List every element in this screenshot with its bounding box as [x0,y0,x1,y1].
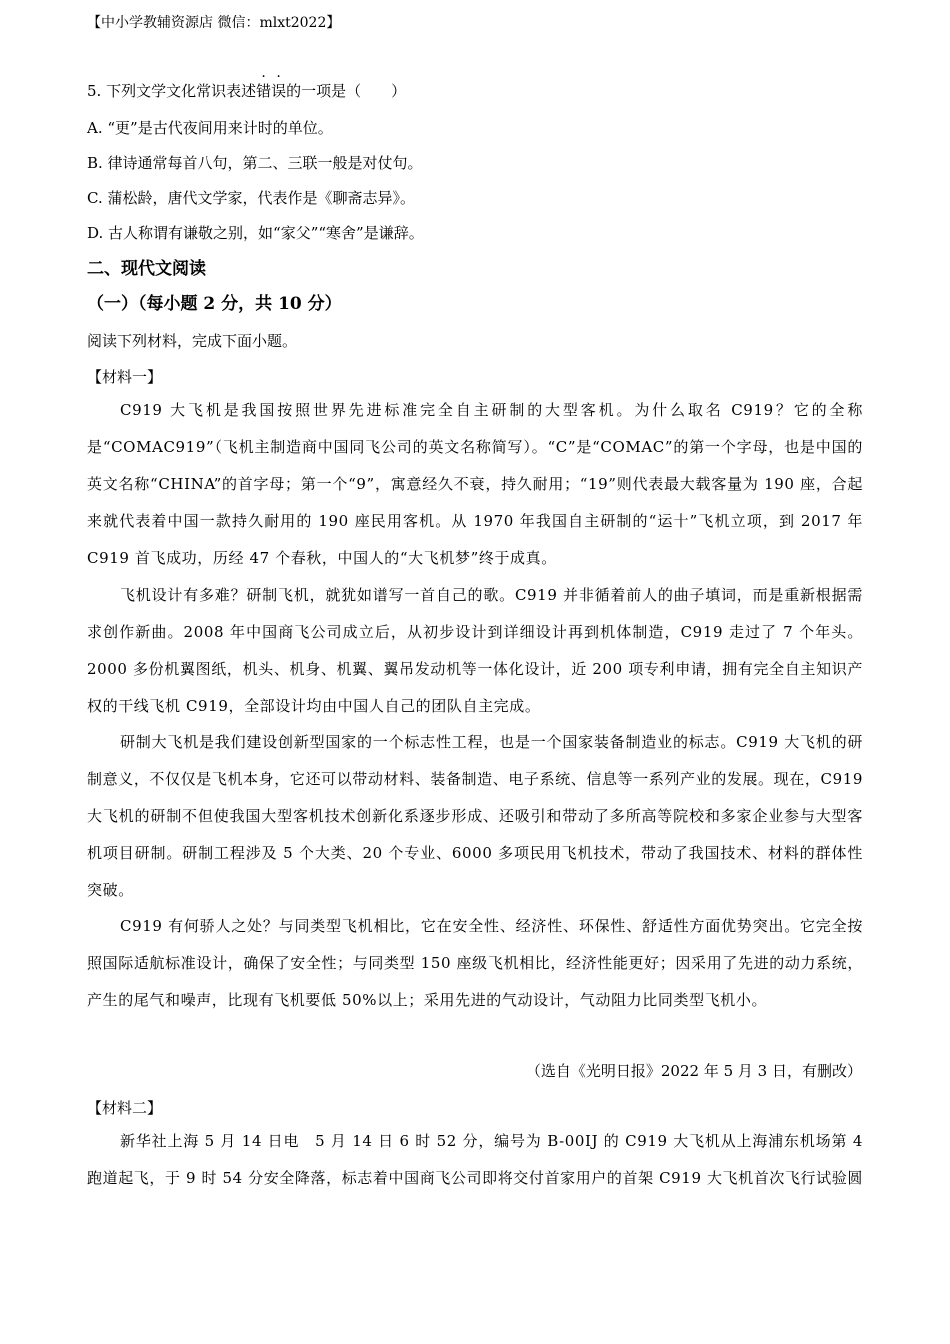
material-1-paragraph: 研制大飞机是我们建设创新型国家的一个标志性工程，也是一个国家装备制造业的标志。C919 大飞机的研制意义，不仅仅是飞机本身，它还可以带动材料、装备制造、电子系统、信息等一系列产业的发展。现在，C919 大飞机的研制不但使我国大型客机技术创新化系逐步形成、还吸引和带动了多所高等院校和多家企业参与大型客机项目研制。研制工程涉及 5 个大类、20 个专业、6000 多项民用飞机技术，带动了我国技术、材料的群体性突破。 [87,733,863,899]
emphasis-char-1: 错 [256,82,272,100]
option-c: C. 蒲松龄，唐代文学家，代表作是《聊斋志异》。 [87,189,415,207]
material-2-label: 【材料二】 [87,1099,163,1117]
option-d: D. 古人称谓有谦敬之别，如“家父”“寒舍”是谦辞。 [87,224,424,242]
page-header-watermark: 【中小学教辅资源店 微信：mlxt2022】 [87,15,341,31]
question-5-stem-before: 5. 下列文学文化常识表述 [87,82,257,100]
section-title: 二、现代文阅读 [87,259,206,279]
material-1-paragraph: C919 有何骄人之处？与同类型飞机相比，它在安全性、经济性、环保性、舒适性方面优势突出。它完全按照国际适航标准设计，确保了安全性；与同类型 150 座级飞机相比，经济性能更好；因采用了先进的动力系统，产生的尾气和噪声，比现有飞机要低 50%以上；采用先进的气动设计，气动阻力比同类型飞机小。 [87,917,863,1009]
question-5-stem-after: 的一项是（ ） [286,82,407,100]
material-2-paragraph: 新华社上海 5 月 14 日电 5 月 14 日 6 时 52 分，编号为 B-00IJ 的 C919 大飞机从上海浦东机场第 4 跑道起飞，于 9 时 54 分安全降落，标志着中国商飞公司即将交付首家用户的首架 C919 大飞机首次飞行试验圆 [87,1132,863,1187]
emphasis-char-2: 误 [271,82,287,100]
question-5-stem [87,80,406,102]
option-b: B. 律诗通常每首八句，第二、三联一般是对仗句。 [87,154,423,172]
material-1-paragraph: 飞机设计有多难？研制飞机，就犹如谱写一首自己的歌。C919 并非循着前人的曲子填词，而是重新根据需求创作新曲。2008 年中国商飞公司成立后，从初步设计到详细设计再到机体制造，C919 走过了 7 个年头。2000 多份机翼图纸，机头、机身、机翼、翼吊发动机等一体化设计，近 200 项专利申请，拥有完全自主知识产权的干线飞机 C919，全部设计均由中国人自己的团队自主完成。 [87,586,863,715]
material-1-paragraph: C919 大飞机是我国按照世界先进标准完全自主研制的大型客机。为什么取名 C919？它的全称是“COMAC919”（飞机主制造商中国同飞公司的英文名称简写）。“C”是“COMAC”的第一个字母，也是中国的英文名称“CHINA”的首字母；第一个“9”，寓意经久不衰，持久耐用；“19”则代表最大载客量为 190 座，合起来就代表着中国一款持久耐用的 190 座民用客机。从 1970 年我国自主研制的“运十”飞机立项，到 2017 年 C919 首飞成功，历经 47 个春秋，中国人的“大飞机梦”终于成真。 [87,401,863,567]
section-subtitle: （一）（每小题 2 分，共 10 分） [87,294,342,314]
reading-instruction: 阅读下列材料，完成下面小题。 [87,332,298,350]
material-1-label: 【材料一】 [87,368,163,386]
material-1-source: （选自《光明日报》2022 年 5 月 3 日，有删改） [525,1062,862,1080]
option-a: A. “更”是古代夜间用来计时的单位。 [87,119,333,137]
